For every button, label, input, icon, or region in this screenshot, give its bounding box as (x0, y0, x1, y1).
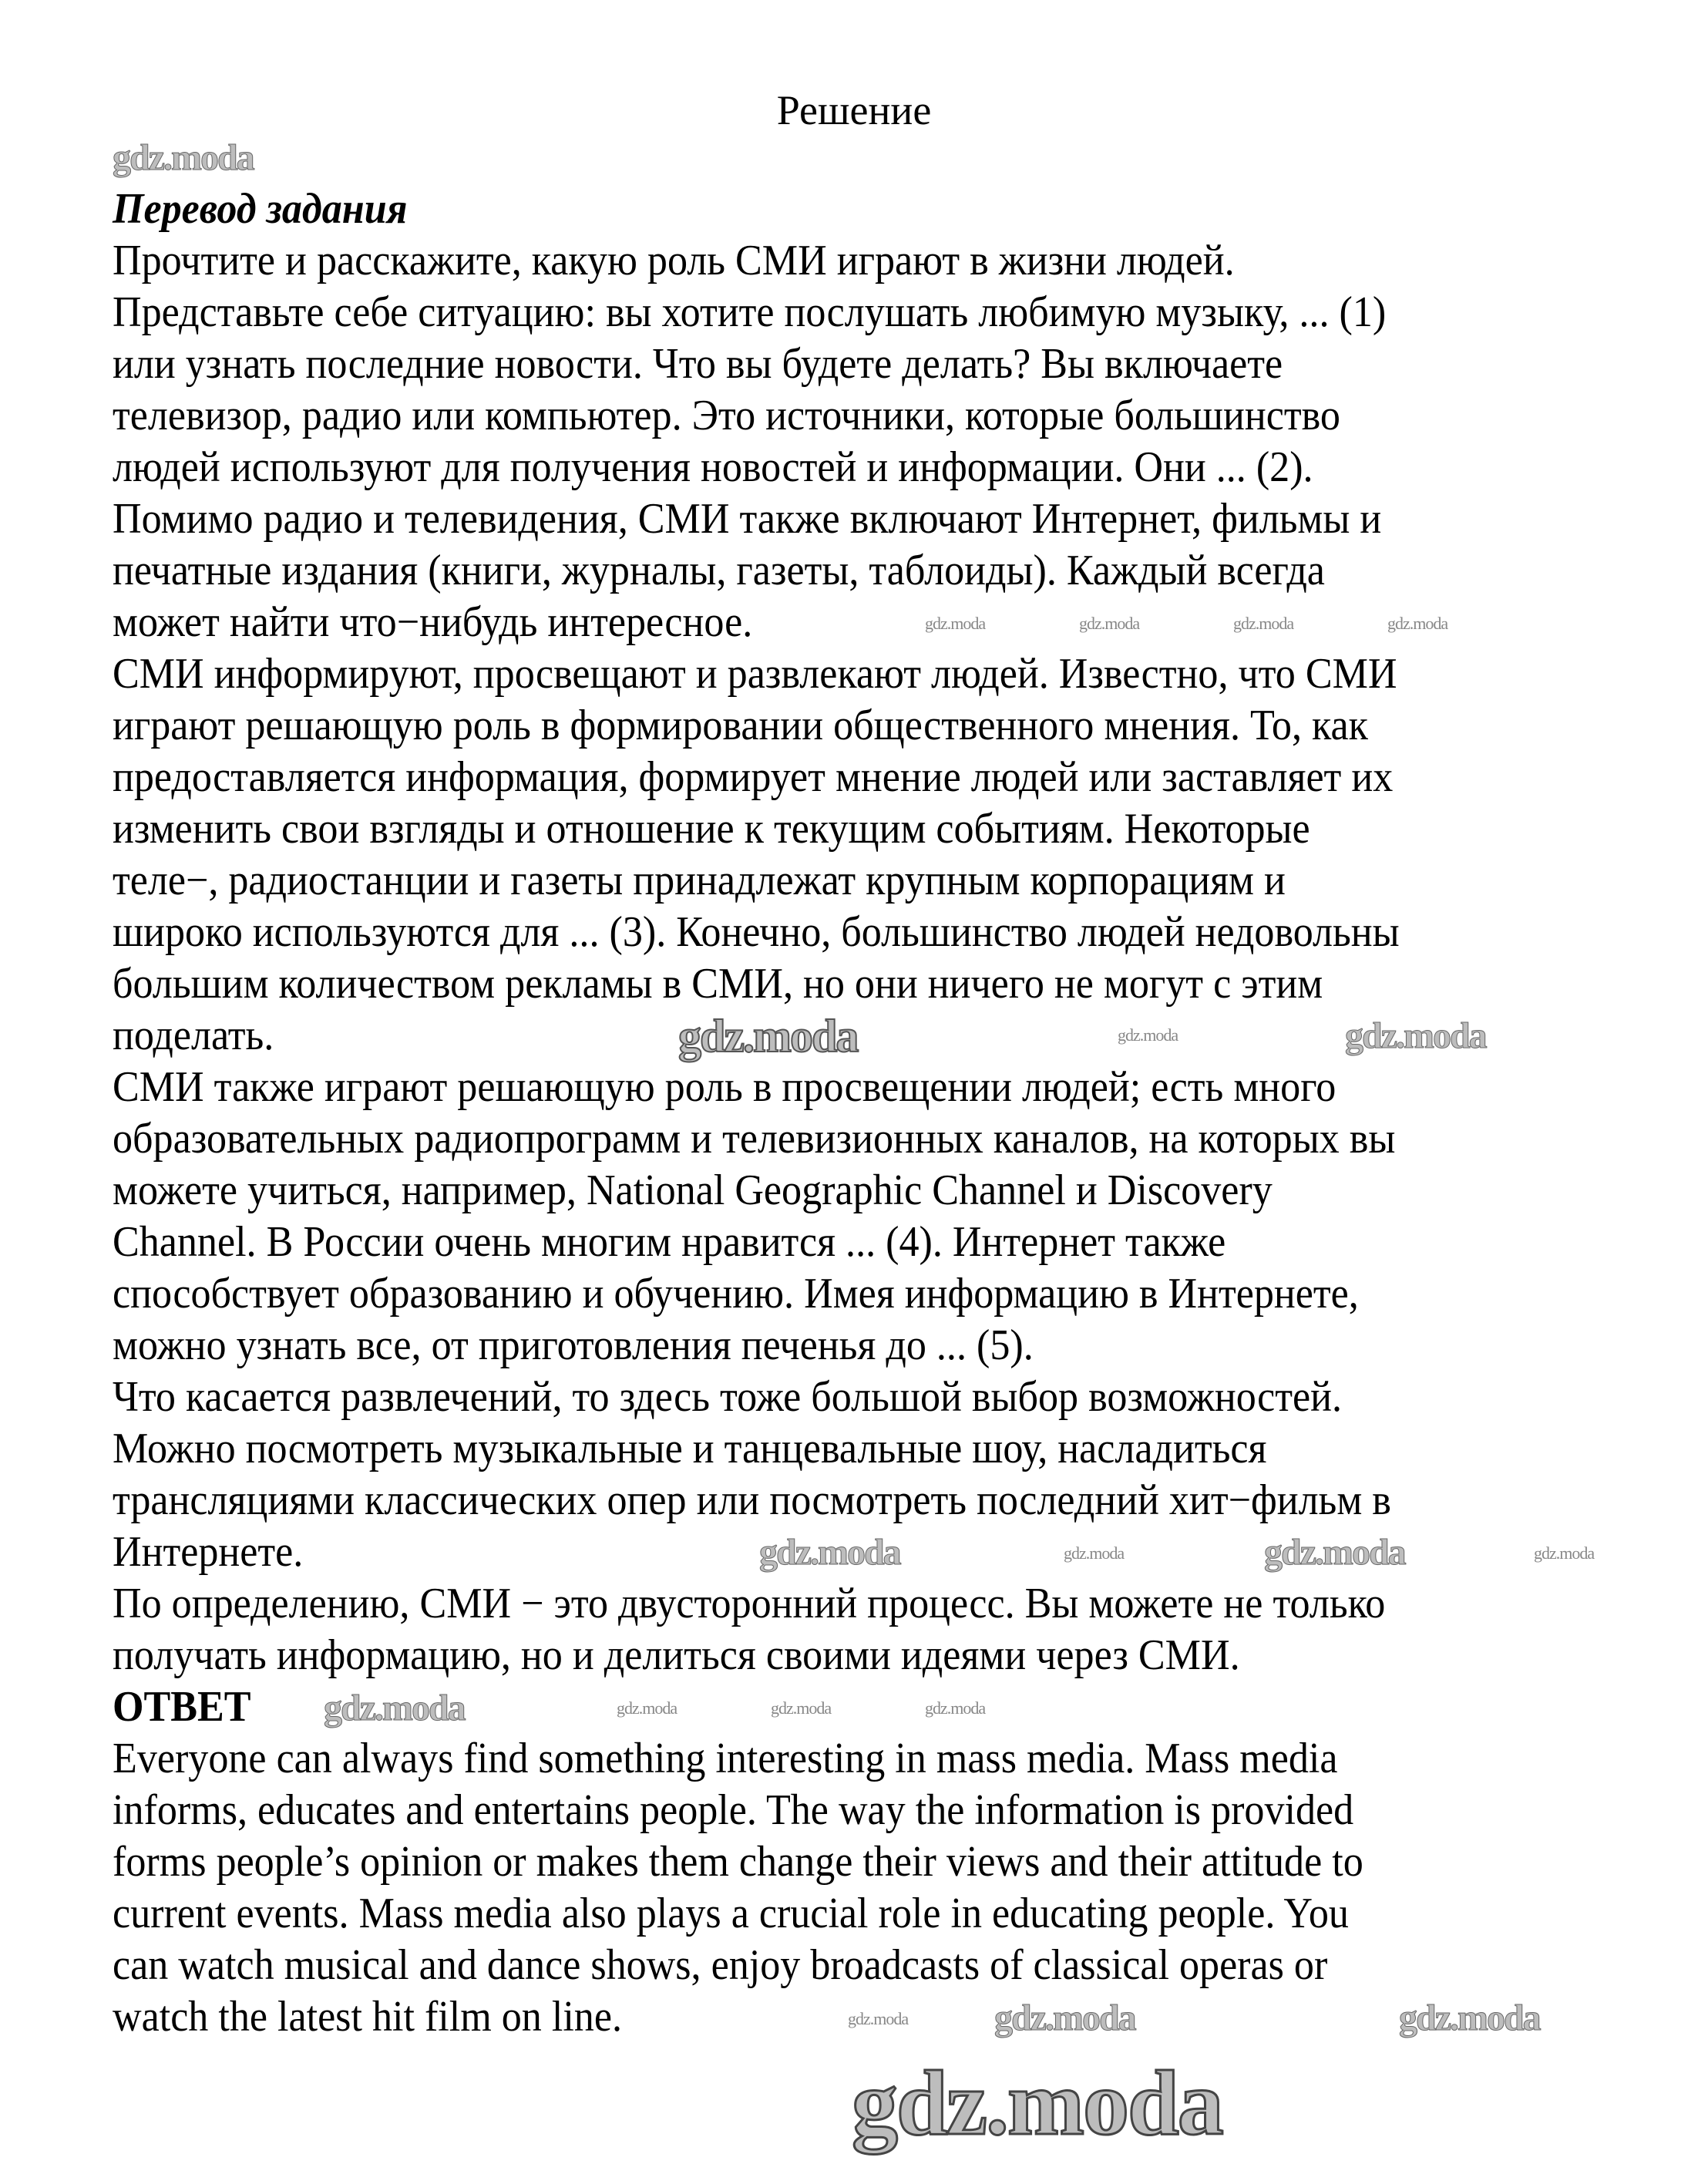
watermark-logo: gdz.moda (1233, 614, 1294, 633)
text-line: или узнать последние новости. Что вы будете делать? Вы включаете (113, 340, 1283, 388)
document-body (113, 183, 1496, 2043)
text-line: образовательных радиопрограмм и телевизионных каналов, на которых вы (113, 1115, 1396, 1163)
watermark-logo: gdz.moda (678, 1011, 858, 1062)
watermark-logo: gdz.moda (1264, 1532, 1405, 1573)
text-line: предоставляется информация, формирует мнение людей или заставляет их (113, 753, 1394, 801)
text-line: трансляциями классических опер или посмотреть последний хит−фильм в (113, 1476, 1391, 1524)
text-line: informs, educates and entertains people. The way the information is provided (113, 1786, 1354, 1834)
text-line: людей используют для получения новостей и информации. Они ... (2). (113, 443, 1313, 491)
watermark-logo: gdz.moda (994, 1997, 1135, 2038)
text-line: Помимо радио и телевидения, СМИ также включают Интернет, фильмы и (113, 495, 1382, 543)
watermark-logo: gdz.moda (1079, 614, 1140, 633)
watermark-logo: gdz.moda (1345, 1015, 1486, 1056)
text-line: Прочтите и расскажите, какую роль СМИ играют в жизни людей. (113, 237, 1235, 284)
text-line: Что касается развлечений, то здесь тоже большой выбор возможностей. (113, 1373, 1342, 1421)
text-line: способствует образованию и обучению. Имея информацию в Интернете, (113, 1270, 1359, 1318)
text-line: can watch musical and dance shows, enjoy broadcasts of classical operas or (113, 1941, 1328, 1989)
text-line: СМИ также играют решающую роль в просвещении людей; есть много (113, 1063, 1336, 1111)
watermark-logo: gdz.moda (1118, 1025, 1178, 1045)
text-line: Channel. В России очень многим нравится ... (4). Интернет также (113, 1218, 1226, 1266)
text-line: получать информацию, но и делиться своими идеями через СМИ. (113, 1631, 1240, 1679)
text-line: играют решающую роль в формировании общественного мнения. То, как (113, 702, 1368, 749)
text-line: current events. Mass media also plays a crucial role in educating people. You (113, 1890, 1349, 1937)
watermark-logo: gdz.moda (1387, 614, 1448, 633)
text-line: теле−, радиостанции и газеты принадлежат крупным корпорациям и (113, 857, 1286, 904)
text-line: СМИ информируют, просвещают и развлекают людей. Известно, что СМИ (113, 650, 1397, 698)
text-line: watch the latest hit film on line. (113, 1993, 622, 2041)
watermark-logo: gdz.moda (771, 1698, 832, 1718)
text-line: Интернете. (113, 1528, 304, 1576)
text-line: можете учиться, например, National Geographic Channel и Discovery (113, 1166, 1273, 1214)
watermark-logo: gdz.moda (852, 2051, 1222, 2154)
watermark-logo: gdz.moda (848, 2009, 909, 2028)
text-line: телевизор, радио или компьютер. Это источники, которые большинство (113, 392, 1340, 439)
watermark-logo: gdz.moda (1399, 1997, 1540, 2038)
watermark-logo: gdz.moda (1534, 1543, 1595, 1563)
text-line: изменить свои взгляды и отношение к текущим событиям. Некоторые (113, 805, 1310, 853)
watermark-logo: gdz.moda (759, 1532, 900, 1573)
text-line: можно узнать все, от приготовления печенья до ... (5). (113, 1321, 1034, 1369)
text-line: Представьте себе ситуацию: вы хотите послушать любимую музыку, ... (1) (113, 288, 1387, 336)
text-line: широко используются для ... (3). Конечно, большинство людей недовольны (113, 908, 1400, 956)
text-line: По определению, СМИ − это двусторонний процесс. Вы можете не только (113, 1580, 1386, 1627)
watermark-logo: gdz.moda (925, 614, 986, 633)
watermark-logo: gdz.moda (113, 137, 254, 178)
watermark-logo: gdz.moda (617, 1698, 677, 1718)
watermark-logo: gdz.moda (1064, 1543, 1125, 1563)
translation-text (113, 235, 1496, 1681)
text-line: большим количеством рекламы в СМИ, но они ничего не могут с этим (113, 960, 1323, 1008)
text-line: печатные издания (книги, журналы, газеты, таблоиды). Каждый всегда (113, 547, 1325, 594)
translation-heading: Перевод задания (113, 185, 408, 233)
text-line: поделать. (113, 1011, 274, 1059)
text-line: Можно посмотреть музыкальные и танцевальные шоу, насладиться (113, 1425, 1267, 1472)
watermark-logo: gdz.moda (324, 1688, 465, 1728)
text-line: Everyone can always find something interesting in mass media. Mass media (113, 1735, 1338, 1782)
answer-heading: ОТВЕТ (113, 1683, 251, 1731)
page-title: Решение (776, 87, 932, 133)
answer-text (113, 1733, 1496, 2043)
watermark-logo: gdz.moda (925, 1698, 986, 1718)
text-line: forms people’s opinion or makes them change their views and their attitude to (113, 1838, 1363, 1886)
text-line: может найти что−нибудь интересное. (113, 598, 753, 646)
